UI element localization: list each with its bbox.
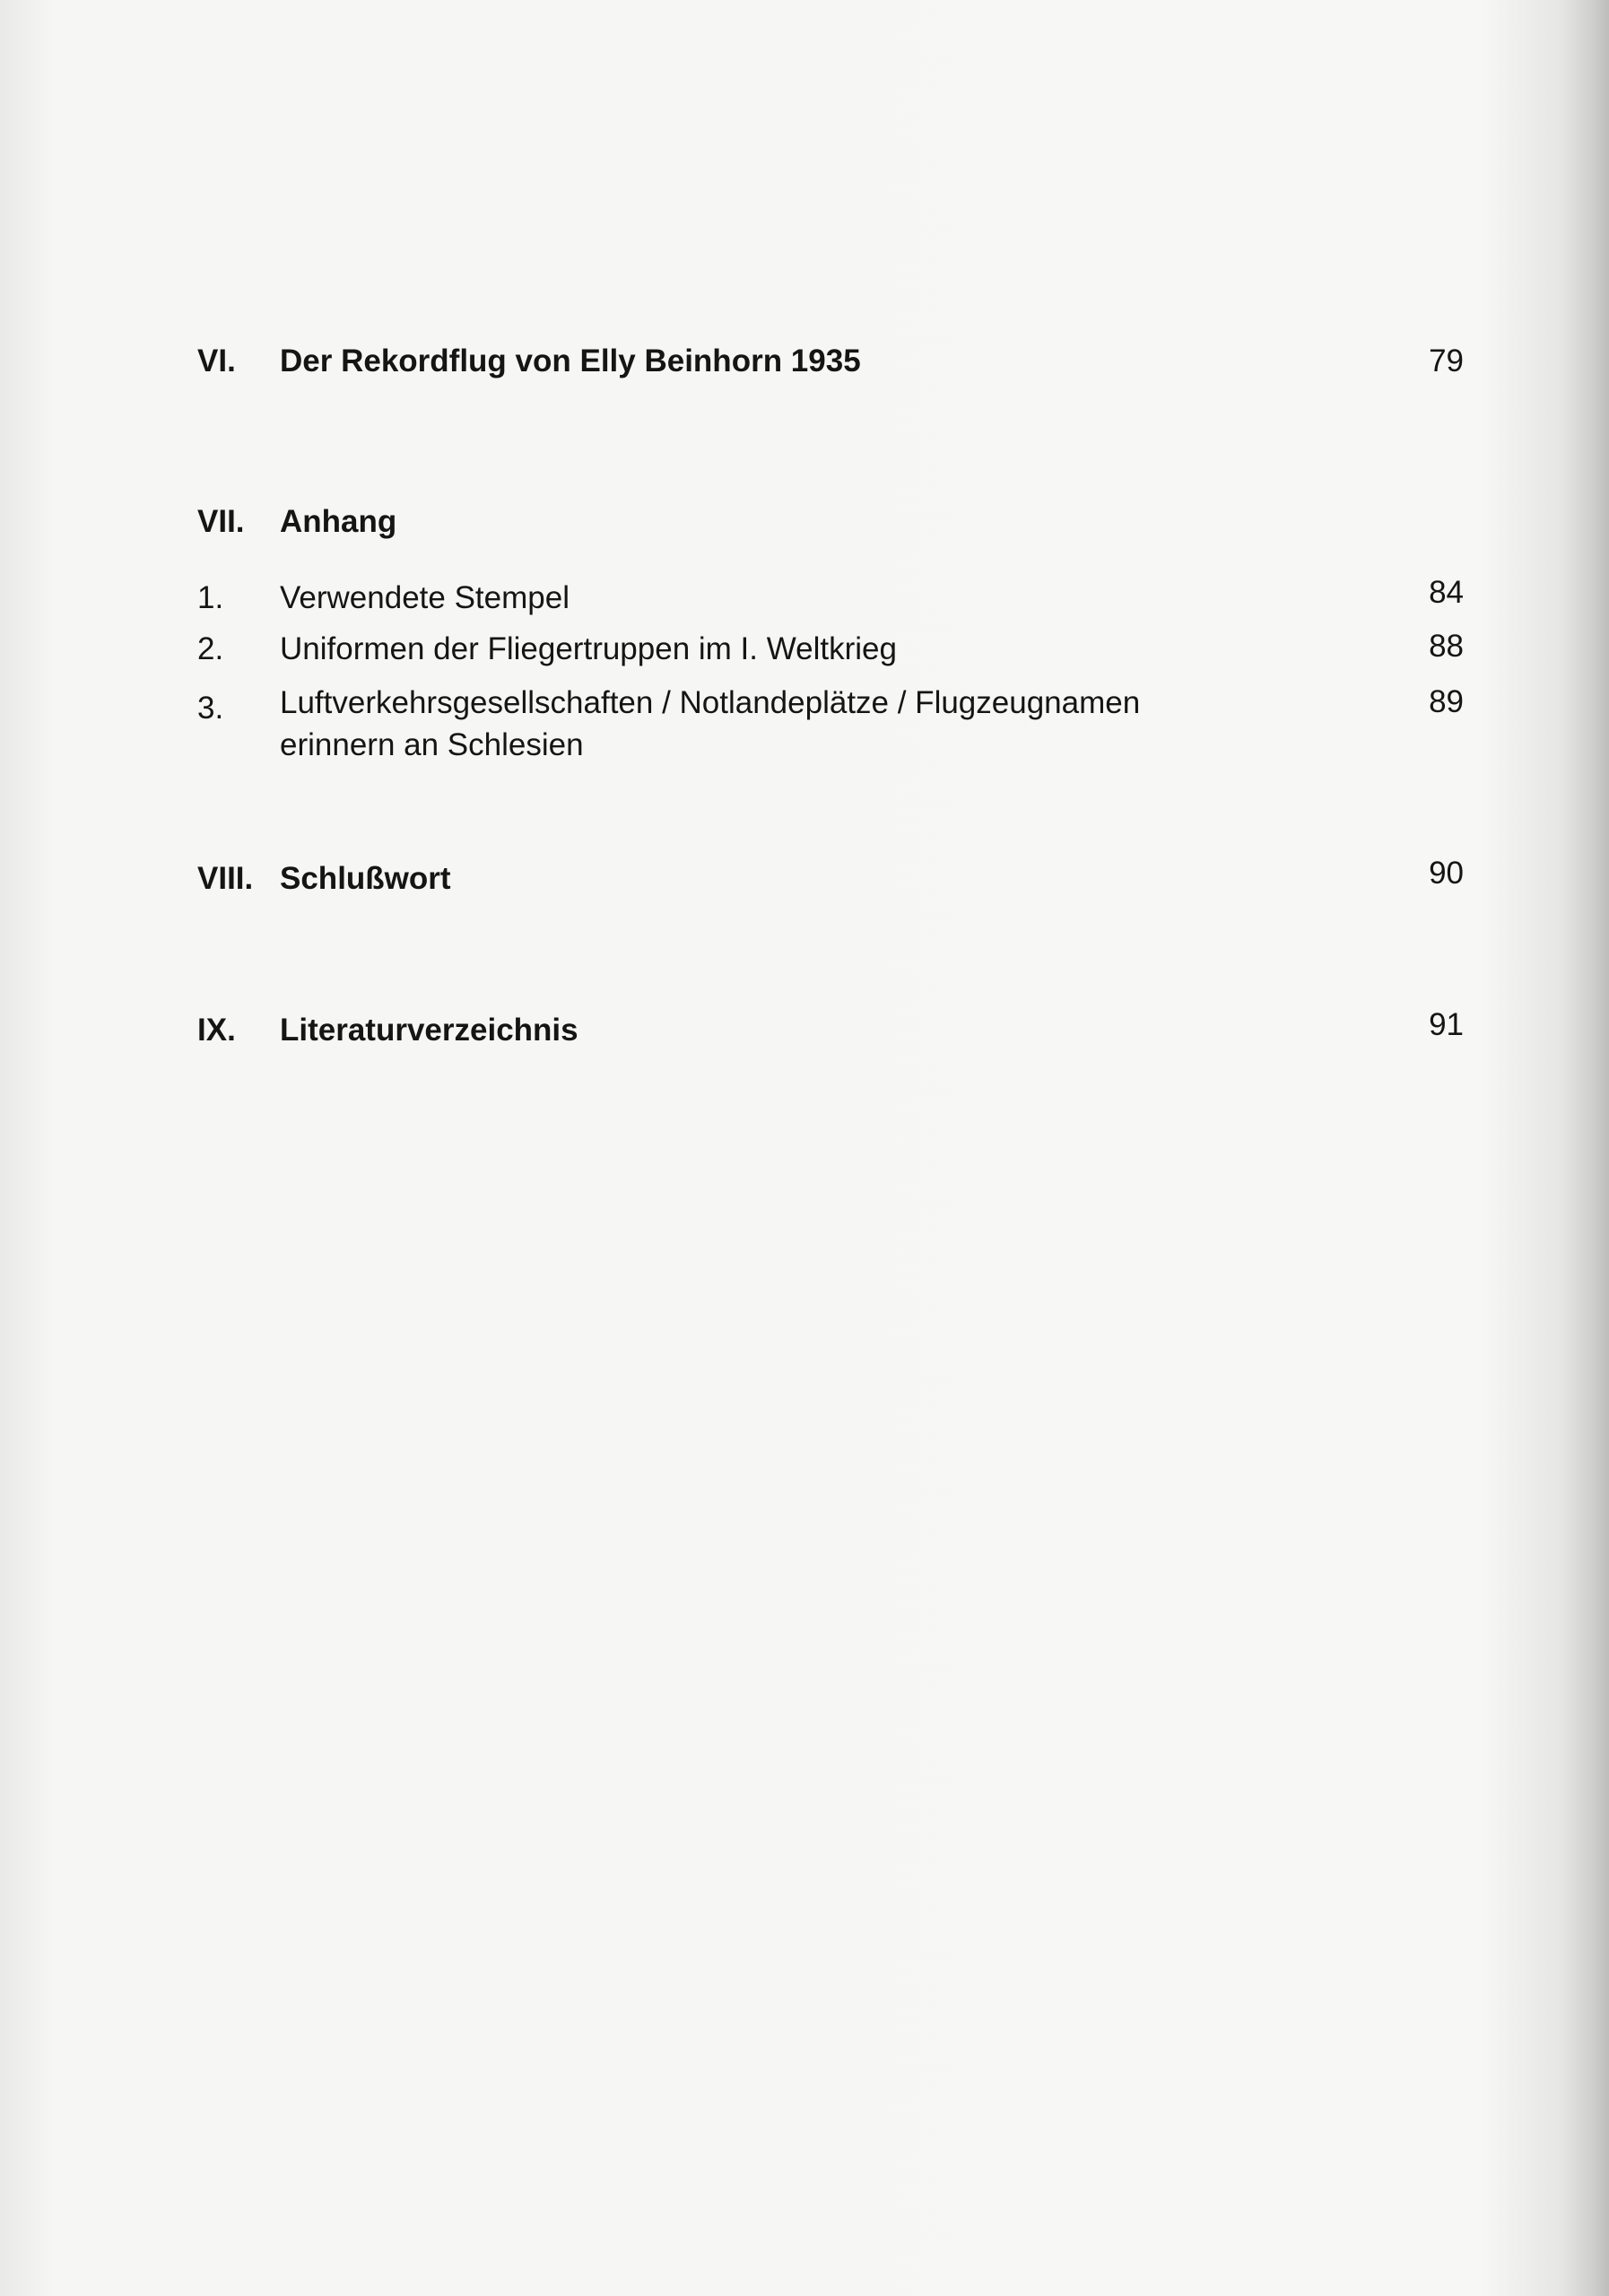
toc-item-title-continuation: erinnern an Schlesien xyxy=(280,727,584,762)
section-vi-number: VI. xyxy=(197,344,236,378)
section-vii-number: VII. xyxy=(197,504,245,539)
toc-item-title: Verwendete Stempel xyxy=(280,580,570,615)
toc-item-page: 84 xyxy=(1429,575,1464,610)
section-viii-number: VIII. xyxy=(197,861,254,896)
toc-item-title: Luftverkehrsgesellschaften / Notlandeplätze / Flugzeugnamen xyxy=(280,685,1141,720)
toc-item-page: 89 xyxy=(1429,684,1464,719)
section-vi-page: 79 xyxy=(1429,344,1464,378)
toc-item-page: 88 xyxy=(1429,629,1464,664)
section-viii-title: Schlußwort xyxy=(280,861,451,896)
section-ix-page: 91 xyxy=(1429,1007,1464,1042)
section-vii-title: Anhang xyxy=(280,504,397,539)
toc-item-number: 2. xyxy=(197,631,224,666)
section-vi-title: Der Rekordflug von Elly Beinhorn 1935 xyxy=(280,344,861,378)
section-ix-title: Literaturverzeichnis xyxy=(280,1013,578,1048)
section-ix-number: IX. xyxy=(197,1013,236,1048)
toc-item-number: 3. xyxy=(197,691,224,726)
section-viii-page: 90 xyxy=(1429,856,1464,891)
toc-item-title: Uniformen der Fliegertruppen im I. Weltkrieg xyxy=(280,631,897,666)
toc-item-number: 1. xyxy=(197,580,224,615)
